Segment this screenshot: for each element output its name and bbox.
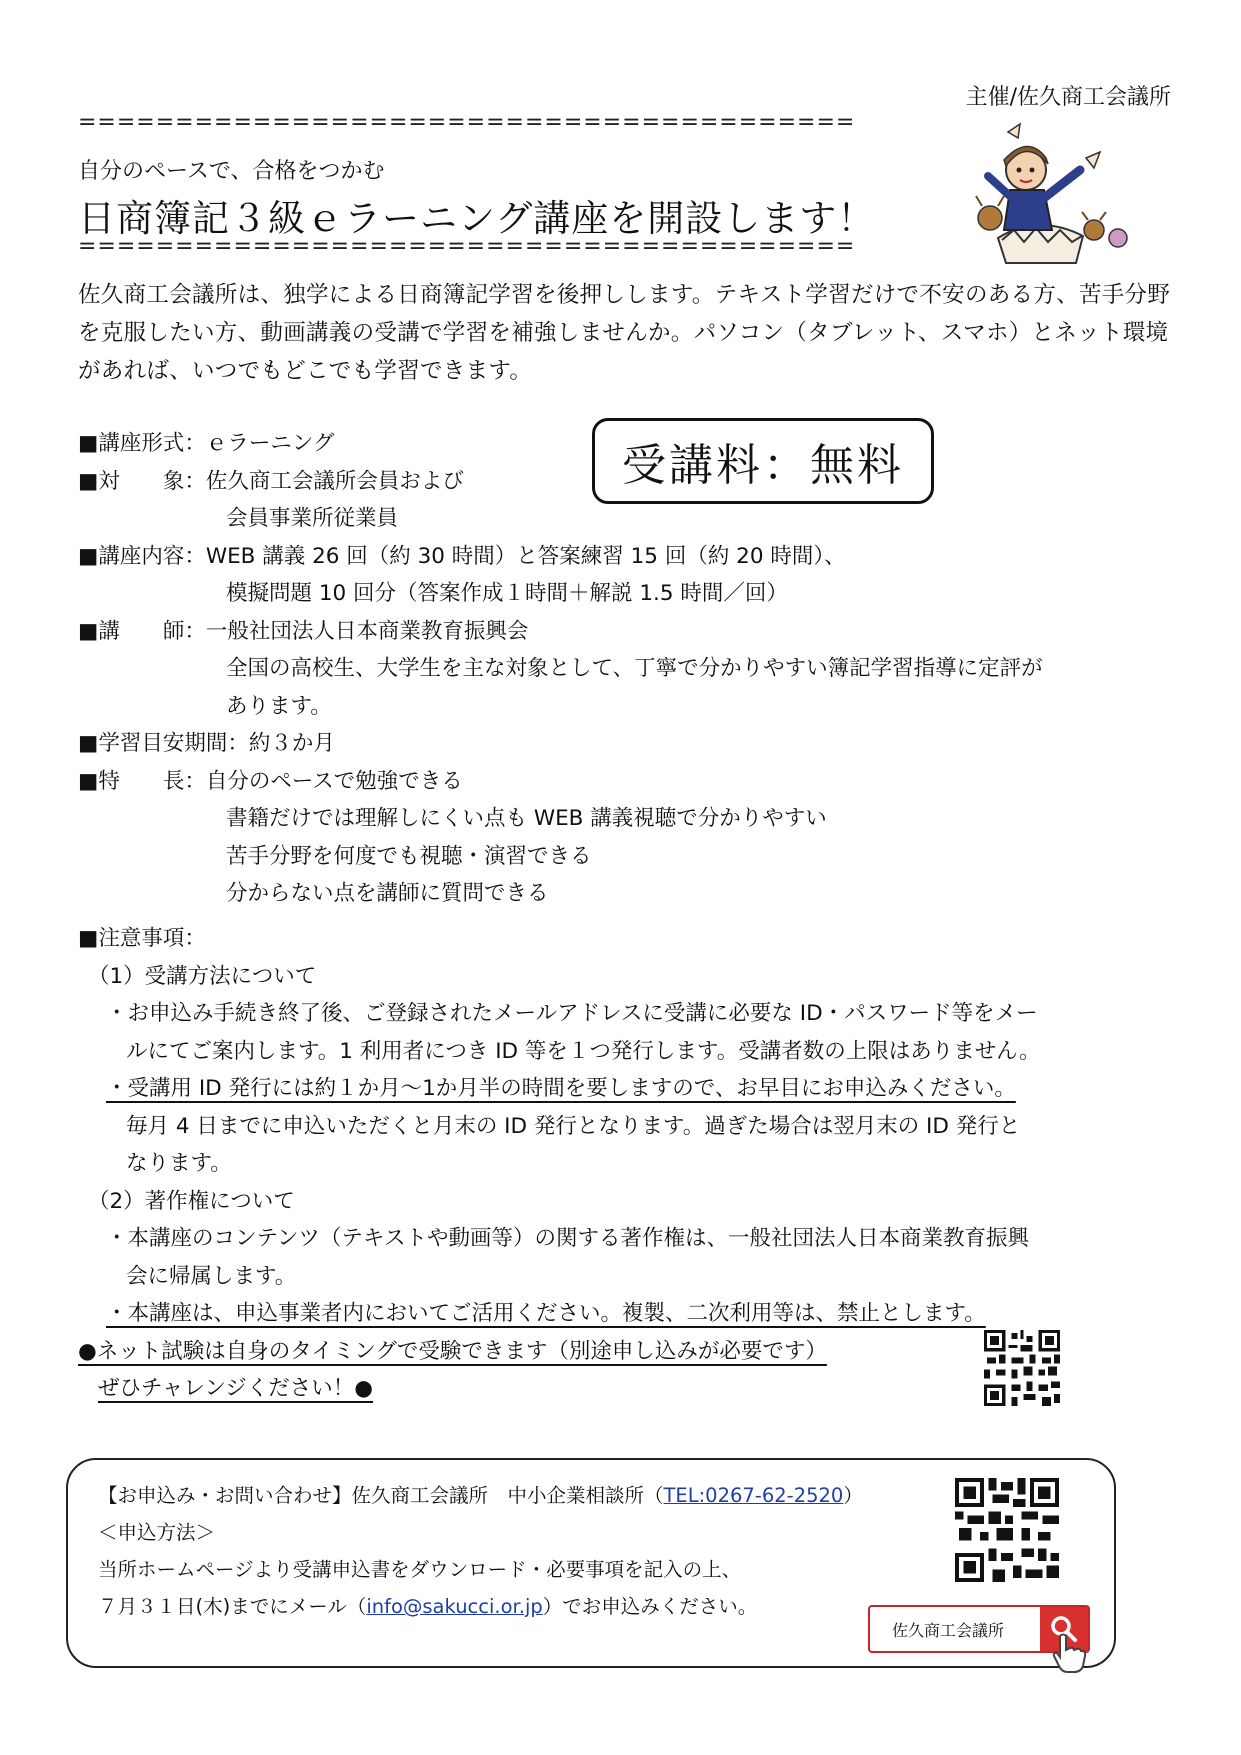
notes-sec2-title: （2）著作権について — [88, 1188, 295, 1214]
detail-period: ■学習目安期間：約３か月 — [78, 731, 335, 756]
notes-section — [78, 920, 1041, 1408]
notes-sec2-a2: 会に帰属します。 — [126, 1263, 297, 1289]
contact-org: 【お申込み・お問い合わせ】佐久商工会議所 中小企業相談所（ — [98, 1484, 664, 1507]
contact-paren: ） — [843, 1484, 863, 1507]
notes-sec2-a1: ・本講座のコンテンツ（テキストや動画等）の関する著作権は、一般社団法人日本商業教育振興 — [106, 1226, 1029, 1251]
notes-sec1-b1: ・受講用 ID 発行には約１か月～1か月半の時間を要しますので、お早目にお申込みください。 — [106, 1076, 1016, 1101]
detail-feature-3: 苦手分野を何度でも視聴・演習できる — [226, 843, 592, 869]
exam-note-cont: ぜひチャレンジください！● — [98, 1376, 374, 1401]
contact-info — [98, 1477, 863, 1625]
pointer-hand-icon — [1050, 1632, 1088, 1674]
course-details — [78, 425, 1043, 913]
bottom-rule: ======================================== — [78, 234, 856, 259]
detail-lecturer: ■講 師：一般社団法人日本商業教育振興会 — [78, 618, 529, 644]
subtitle: 自分のペースで、合格をつかむ — [78, 159, 385, 184]
search-query[interactable]: 佐久商工会議所 — [892, 1620, 1005, 1640]
detail-lecturer-cont2: あります。 — [226, 693, 332, 719]
detail-content: ■講座内容：WEB 講義 26 回（約 30 時間）と答案練習 15 回（約 20 時間）、 — [78, 543, 846, 569]
exam-note: ●ネット試験は自身のタイミングで受験できます（別途申し込みが必要です） — [78, 1338, 827, 1364]
detail-target-cont: 会員事業所従業員 — [226, 506, 399, 531]
notes-sec2-b1: ・本講座は、申込事業者内においてご活用ください。複製、二次利用等は、禁止とします。 — [106, 1301, 986, 1326]
organizer: 主催/佐久商工会議所 — [965, 85, 1171, 110]
contact-line-4 — [98, 1588, 863, 1625]
notes-sec1-a2: ルにてご案内します。1 利用者につき ID 等を１つ発行します。受講者数の上限はありません。 — [126, 1038, 1041, 1064]
page-title: 日商簿記３級ｅラーニング講座を開設します！ — [78, 197, 876, 240]
detail-content-cont: 模擬問題 10 回分（答案作成１時間＋解説 1.5 時間／回） — [226, 581, 788, 606]
notes-sec1-b2: 毎月 4 日までに申込いただくと月末の ID 発行となります。過ぎた場合は翌月末の ID 発行と — [126, 1113, 1021, 1139]
mascot-illustration — [968, 118, 1134, 268]
detail-target: ■対 象：佐久商工会議所会員および — [78, 468, 464, 494]
intro-paragraph: 佐久商工会議所は、独学による日商簿記学習を後押しします。テキスト学習だけで不安のある方、苦手分野を克服したい方、動画講義の受講で学習を補強しませんか。パソコン（タブレット、スマホ）とネット環境があれば、いつでもどこでも学習できます。 — [78, 282, 1171, 384]
detail-lecturer-cont: 全国の高校生、大学生を主な対象として、丁寧で分かりやすい簿記学習指導に定評が — [226, 656, 1043, 681]
detail-feature: ■特 長：自分のペースで勉強できる — [78, 768, 463, 794]
detail-feature-2: 書籍だけでは理解しにくい点も WEB 講義視聴で分かりやすい — [226, 806, 827, 831]
fee-badge: 受講料：無料 — [592, 418, 934, 504]
notes-sec1-b3: なります。 — [126, 1151, 232, 1176]
contact-line-1 — [98, 1477, 863, 1514]
top-rule: ======================================== — [78, 110, 856, 135]
notes-heading: ■注意事項： — [78, 926, 206, 951]
contact-method: ＜申込方法＞ — [98, 1521, 216, 1544]
qr-code-exam — [984, 1330, 1060, 1406]
notes-sec1-title: （1）受講方法について — [88, 963, 317, 989]
email-link[interactable]: info@sakucci.or.jp — [366, 1595, 543, 1618]
contact-closing: ）でお申込みください。 — [542, 1595, 758, 1618]
tel-link[interactable]: TEL:0267-62-2520 — [663, 1484, 844, 1507]
contact-deadline: ７月３１日(木)までにメール（ — [98, 1595, 367, 1618]
notes-sec1-a1: ・お申込み手続き終了後、ご登録されたメールアドレスに受講に必要な ID・パスワード等をメー — [106, 1001, 1038, 1026]
detail-feature-4: 分からない点を講師に質問できる — [226, 881, 549, 906]
qr-code-contact — [955, 1478, 1059, 1582]
detail-format: ■講座形式：ｅラーニング — [78, 431, 335, 456]
contact-line-3: 当所ホームページより受講申込書をダウンロード・必要事項を記入の上、 — [98, 1558, 742, 1581]
